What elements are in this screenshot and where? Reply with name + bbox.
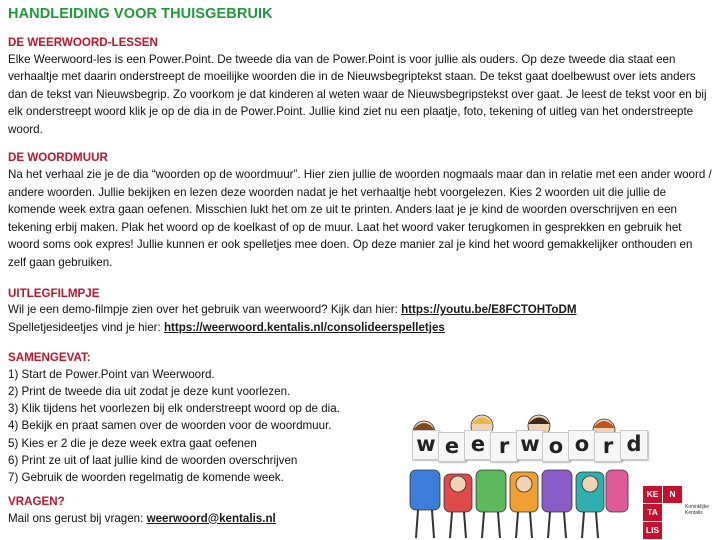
kentalis-logo <box>643 486 713 540</box>
summary-item: 2) Print de tweede dia uit zodat je deze kunt voorlezen. <box>8 384 291 398</box>
logo-cell: N <box>663 486 682 503</box>
letter-tile: o <box>568 430 596 460</box>
letter-tile: w <box>516 430 544 460</box>
kentalis-logo-grid <box>643 486 683 540</box>
logo-cell: KE <box>643 486 662 503</box>
summary-item: 1) Start de Power.Point van Weerwoord. <box>8 367 215 381</box>
email-link[interactable]: weerwoord@kentalis.nl <box>146 511 276 525</box>
letter-tile: d <box>620 430 648 460</box>
summary-item: 7) Gebruik de woorden regelmatig de komende week. <box>8 470 284 484</box>
page-title: HANDLEIDING VOOR THUISGEBRUIK <box>8 6 273 22</box>
section-uitleg <box>8 286 712 337</box>
video-link[interactable]: https://youtu.be/E8FCTOHToDM <box>401 303 577 317</box>
logo-cell: LIS <box>643 522 662 539</box>
letter-tile: r <box>490 432 518 462</box>
letter-tile: r <box>594 432 622 462</box>
section-body-lessen: Elke Weerwoord-les is een Power.Point. De tweede dia van de Power.Point is voor jullie als ouders. Op deze tweede dia staat een verhaaltje met daarin onderstreept de moeilijke woorden die in de Nieuwsbegriptekst staan. De tekst gaat doelbewust over iets anders dan de tekst van Nieuwsbegrip. Zo voorkom je dat kinderen al weten waar de Nieuwsbegripstekst over gaat. Je leest de tekst voor en bij elk onderstreept woord klik je op de dia in de Power.Point. Jullie kind ziet nu een plaatje, foto, tekening of uitleg van het onderstreepte woord. <box>8 52 707 136</box>
letter-tile: e <box>438 432 466 462</box>
section-lessen <box>8 35 712 138</box>
letter-tile: e <box>464 430 492 460</box>
section-title-uitleg: UITLEGFILMPJE <box>8 286 100 300</box>
summary-item: 5) Kies er 2 die je deze week extra gaat oefenen <box>8 436 257 450</box>
kentalis-tagline: Koninklijke Kentalis <box>685 504 709 516</box>
uitleg-games-text: Spelletjesideetjes vind je hier: <box>8 320 164 334</box>
section-title-lessen: DE WEERWOORD-LESSEN <box>8 36 158 49</box>
section-title-vragen: VRAGEN? <box>8 495 65 509</box>
logo-cell: TA <box>643 504 662 521</box>
uitleg-line-games <box>8 319 712 337</box>
uitleg-line-video <box>8 301 712 319</box>
section-woordmuur <box>8 150 712 271</box>
games-link[interactable]: https://weerwoord.kentalis.nl/consolideerspelletjes <box>163 320 445 334</box>
section-title-woordmuur: DE WOORDMUUR <box>8 151 108 165</box>
section-title-samenvatting: SAMENGEVAT: <box>8 351 91 365</box>
section-body-woordmuur: Na het verhaal zie je de dia “woorden op de woordmuur”. Hier zien jullie de woorden nogmaals maar dan in relatie met een ander woord / andere woorden. Jullie bekijken en lezen deze woorden nadat je het verhaaltje hebt voorgelezen. Kies 2 woorden uit die jullie de komende week extra gaan oefenen. Misschien lukt het om ze uit te printen. Anders laat je je kind de woorden overschrijven en een tekening erbij maken. Plak het woord op de koelkast of op de muur. Laat het woord vaker terugkomen in gesprekken en gebruik het woord soms ook expres! Jullie kunnen er ook spelletjes mee doen. Op deze manier zal je kind het woord gemakkelijker onthouden en zelf gaan gebruiken. <box>8 167 712 269</box>
summary-item: 6) Print ze uit of laat jullie kind de woorden overschrijven <box>8 453 298 467</box>
vragen-text: Mail ons gerust bij vragen: <box>8 511 147 525</box>
letter-tile: o <box>542 432 570 462</box>
summary-item: 4) Bekijk en praat samen over de woorden voor de woordmuur. <box>8 419 332 433</box>
letter-tile: w <box>412 430 440 460</box>
uitleg-video-text: Wil je een demo-filmpje zien over het gebruik van weerwoord? Kijk dan hier: <box>8 303 402 317</box>
summary-item: 3) Klik tijdens het voorlezen bij elk onderstreept woord op de dia. <box>8 402 340 416</box>
